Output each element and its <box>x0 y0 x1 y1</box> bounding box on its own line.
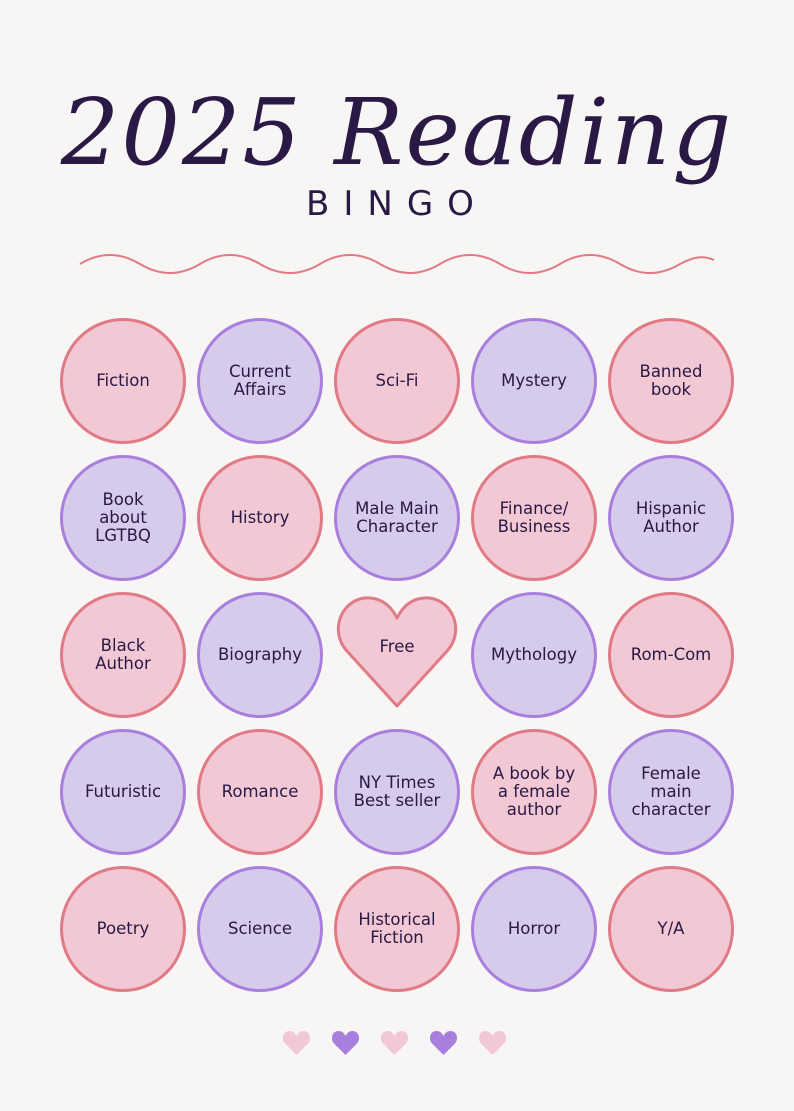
bingo-cell-romance[interactable] <box>197 729 323 855</box>
bingo-cell-fiction[interactable] <box>60 318 186 444</box>
bingo-cell-mythology[interactable] <box>471 592 597 718</box>
bingo-cell-label: Book about LGTBQ <box>95 490 151 545</box>
bingo-cell-label: Sci-Fi <box>375 371 419 390</box>
bingo-cell-label: Male Main Character <box>355 499 439 536</box>
bingo-cell-label: Horror <box>507 919 561 938</box>
bingo-cell-label: Romance <box>221 782 299 801</box>
bingo-cell-ny-times-best-seller[interactable] <box>334 729 460 855</box>
bingo-cell-label: History <box>230 508 290 527</box>
bingo-cell-label: Female main character <box>631 764 711 819</box>
bingo-cell-label: Y/A <box>657 919 685 938</box>
bingo-cell-label: Black Author <box>95 636 151 673</box>
bingo-cell-female-main-character[interactable] <box>608 729 734 855</box>
bingo-cell-science[interactable] <box>197 866 323 992</box>
bingo-cell-free[interactable] <box>334 592 460 718</box>
bingo-cell-banned-book[interactable] <box>608 318 734 444</box>
footer-hearts <box>282 1030 507 1060</box>
bingo-cell-label: Fiction <box>96 371 150 390</box>
bingo-cell-a-book-by-a-female-author[interactable] <box>471 729 597 855</box>
bingo-cell-futuristic[interactable] <box>60 729 186 855</box>
bingo-cell-horror[interactable] <box>471 866 597 992</box>
bingo-cell-label: NY Times Best seller <box>353 773 441 810</box>
bingo-cell-book-about-lgtbq[interactable] <box>60 455 186 581</box>
bingo-cell-label: Biography <box>217 645 303 664</box>
bingo-cell-mystery[interactable] <box>471 318 597 444</box>
heart-icon <box>331 1030 360 1060</box>
bingo-cell-label: Historical Fiction <box>358 910 436 947</box>
bingo-cell-label: Poetry <box>96 919 150 938</box>
bingo-cell-label: Mythology <box>491 645 577 664</box>
bingo-cell-label: A book by a female author <box>492 764 576 819</box>
bingo-cell-label: Banned book <box>639 362 703 399</box>
bingo-cell-label: Mystery <box>501 371 567 390</box>
bingo-cell-label: Rom-Com <box>630 645 712 664</box>
bingo-cell-hispanic-author[interactable] <box>608 455 734 581</box>
page-title: 2025 Reading <box>60 79 734 186</box>
heart-icon <box>429 1030 458 1060</box>
heart-icon <box>380 1030 409 1060</box>
page-subtitle: BINGO <box>306 184 488 224</box>
bingo-cell-label: Science <box>228 919 292 938</box>
bingo-cell-y-a[interactable] <box>608 866 734 992</box>
bingo-cell-finance-business[interactable] <box>471 455 597 581</box>
bingo-cell-history[interactable] <box>197 455 323 581</box>
bingo-cell-label: Current Affairs <box>229 362 291 399</box>
bingo-cell-biography[interactable] <box>197 592 323 718</box>
bingo-cell-rom-com[interactable] <box>608 592 734 718</box>
bingo-cell-black-author[interactable] <box>60 592 186 718</box>
bingo-cell-label: Free <box>379 637 415 656</box>
bingo-cell-label: Finance/ Business <box>497 499 571 536</box>
heart-icon <box>282 1030 311 1060</box>
bingo-cell-label: Hispanic Author <box>635 499 707 536</box>
bingo-cell-poetry[interactable] <box>60 866 186 992</box>
bingo-cell-male-main-character[interactable] <box>334 455 460 581</box>
bingo-cell-sci-fi[interactable] <box>334 318 460 444</box>
bingo-cell-label: Futuristic <box>84 782 162 801</box>
bingo-cell-current-affairs[interactable] <box>197 318 323 444</box>
heart-icon <box>478 1030 507 1060</box>
bingo-cell-historical-fiction[interactable] <box>334 866 460 992</box>
